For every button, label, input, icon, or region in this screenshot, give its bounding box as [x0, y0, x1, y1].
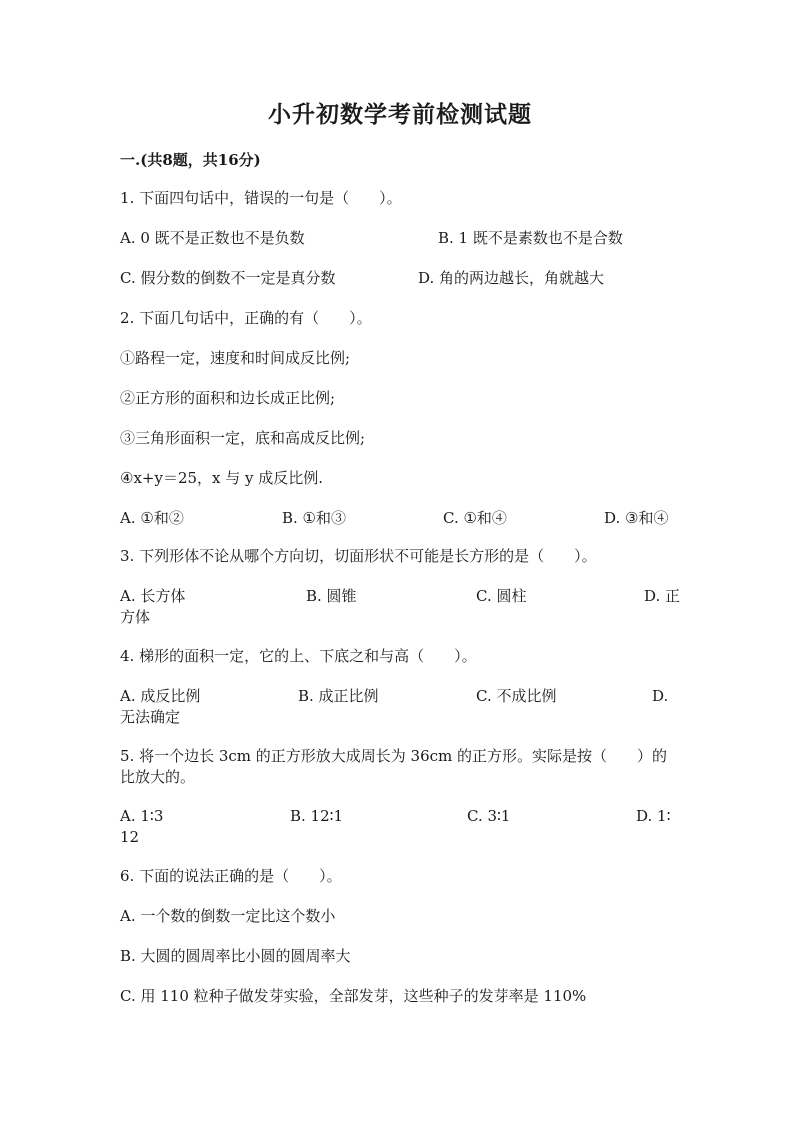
question-4-stem: 4. 梯形的面积一定，它的上、下底之和与高（ ）。 — [120, 647, 477, 665]
question-1-stem: 1. 下面四句话中，错误的一句是（ ）。 — [120, 189, 402, 207]
question-3-option-d: D. 正 — [644, 587, 681, 605]
question-5-option-a: A. 1∶3 — [120, 807, 164, 825]
question-2-statement-3: ③三角形面积一定，底和高成反比例; — [120, 429, 366, 447]
question-5-option-d-continued: 12 — [120, 828, 140, 846]
question-3-option-d-continued: 方体 — [120, 608, 151, 626]
question-5-option-d: D. 1∶ — [636, 807, 671, 825]
question-2-statement-4: ④x+y＝25，x 与 y 成反比例. — [120, 469, 324, 487]
question-6-option-b: B. 大圆的圆周率比小圆的圆周率大 — [120, 947, 351, 965]
section-heading: 一.(共8题，共16分) — [120, 151, 261, 169]
page-title: 小升初数学考前检测试题 — [268, 101, 532, 128]
question-2-statement-2: ②正方形的面积和边长成正比例; — [120, 389, 336, 407]
question-1-option-b: B. 1 既不是素数也不是合数 — [438, 229, 623, 247]
question-4-option-b: B. 成正比例 — [298, 687, 379, 705]
question-5-stem: 5. 将一个边长 3cm 的正方形放大成周长为 36cm 的正方形。实际是按（ ）的 — [120, 747, 668, 765]
question-5-option-b: B. 12∶1 — [290, 807, 344, 825]
question-3-stem: 3. 下列形体不论从哪个方向切，切面形状不可能是长方形的是（ ）。 — [120, 547, 597, 565]
question-3-option-c: C. 圆柱 — [476, 587, 527, 605]
question-4-option-a: A. 成反比例 — [120, 687, 201, 705]
question-1-option-d: D. 角的两边越长，角就越大 — [418, 269, 605, 287]
question-6-option-a: A. 一个数的倒数一定比这个数小 — [120, 907, 336, 925]
question-5-stem-continued: 比放大的。 — [120, 768, 196, 786]
question-3-option-b: B. 圆锥 — [306, 587, 357, 605]
question-4-option-c: C. 不成比例 — [476, 687, 557, 705]
question-6-option-c: C. 用 110 粒种子做发芽实验，全部发芽，这些种子的发芽率是 110% — [120, 987, 587, 1005]
question-1-option-a: A. 0 既不是正数也不是负数 — [120, 229, 305, 247]
question-2-option-d: D. ③和④ — [604, 509, 669, 527]
question-2-option-a: A. ①和② — [120, 509, 184, 527]
question-2-statement-1: ①路程一定，速度和时间成反比例; — [120, 349, 351, 367]
question-1-option-c: C. 假分数的倒数不一定是真分数 — [120, 269, 336, 287]
question-5-option-c: C. 3∶1 — [467, 807, 511, 825]
question-2-option-c: C. ①和④ — [443, 509, 507, 527]
question-3-option-a: A. 长方体 — [120, 587, 186, 605]
question-2-stem: 2. 下面几句话中，正确的有（ ）。 — [120, 309, 372, 327]
question-4-option-d-continued: 无法确定 — [120, 708, 181, 726]
question-4-option-d: D. — [652, 687, 669, 705]
question-6-stem: 6. 下面的说法正确的是（ ）。 — [120, 867, 342, 885]
question-2-option-b: B. ①和③ — [282, 509, 347, 527]
